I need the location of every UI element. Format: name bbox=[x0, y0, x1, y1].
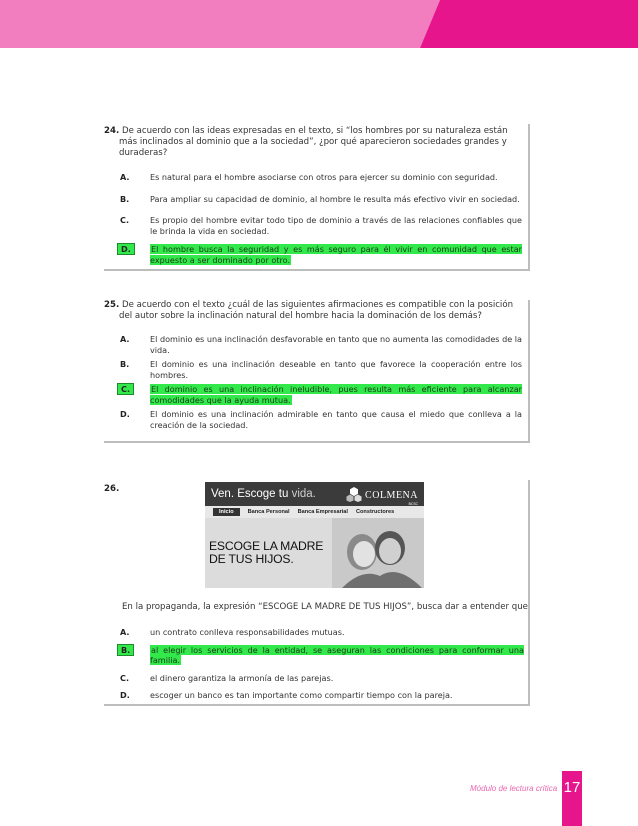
option-a[interactable]: A. un contrato conlleva responsabilidades mutuas. bbox=[120, 627, 345, 637]
ad-headline: ESCOGE LA MADRE DE TUS HIJOS. bbox=[209, 539, 324, 566]
question-stem: 25. De acuerdo con el texto ¿cuál de las siguientes afirmaciones es compatible con la posición del autor sobre la inclinación natural del hombre hacia la dominación de los demás? bbox=[104, 300, 514, 321]
ad-slogan: Ven. Escoge tu vida. bbox=[211, 488, 316, 500]
option-d[interactable]: D. escoger un banco es tan importante como compartir tiempo con la pareja. bbox=[120, 690, 453, 700]
question-24 bbox=[104, 124, 530, 271]
advertisement-image bbox=[205, 482, 424, 588]
question-number: 26. bbox=[104, 484, 120, 494]
ad-nav-bar bbox=[205, 506, 424, 518]
ad-top-bar bbox=[205, 482, 424, 506]
ad-body bbox=[205, 518, 424, 588]
ad-nav-item: Inicio bbox=[213, 508, 240, 516]
question-stem: En la propaganda, la expresión “ESCOGE LA MADRE DE TUS HIJOS”, busca dar a entender que bbox=[122, 602, 528, 612]
option-a[interactable]: A. El dominio es una inclinación desfavorable en tanto que no aumenta las comodidades de la vida. bbox=[120, 334, 522, 355]
ad-nav-item: Banca Personal bbox=[247, 509, 290, 515]
option-a[interactable]: A. Es natural para el hombre asociarse con otros para ejercer su dominio con seguridad. bbox=[120, 172, 498, 182]
couple-photo bbox=[332, 518, 424, 588]
question-25 bbox=[104, 300, 530, 443]
colmena-logo-icon bbox=[346, 486, 362, 502]
header-band bbox=[0, 0, 638, 48]
ad-brand: COLMENA BCSC bbox=[346, 483, 418, 506]
option-b[interactable]: B. El dominio es una inclinación deseable en tanto que favorece la cooperación entre los hombres. bbox=[120, 359, 522, 380]
footer-module-label: Módulo de lectura crítica bbox=[470, 784, 558, 793]
question-stem: 24. De acuerdo con las ideas expresadas en el texto, si “los hombres por su naturaleza están más inclinados al dominio que a la sociedad”, ¿por qué aparecieron sociedades grandes y duraderas? bbox=[104, 126, 508, 158]
option-c[interactable]: C. Es propio del hombre evitar todo tipo de dominio a través de las relaciones confiables que le brinda la vida en sociedad. bbox=[120, 215, 522, 236]
option-c[interactable]: C. el dinero garantiza la armonía de las parejas. bbox=[120, 672, 334, 683]
option-d-selected[interactable]: D. El hombre busca la seguridad y es más seguro para él vivir en comunidad que estar expuesto a ser dominado por otro. bbox=[104, 244, 528, 265]
question-number: 24. bbox=[104, 126, 120, 136]
question-number: 25. bbox=[104, 300, 120, 310]
option-c-selected[interactable]: C. El dominio es una inclinación ineludible, pues resulta más eficiente para alcanzar comodidades que la ayuda mutua. bbox=[104, 384, 528, 405]
ad-nav-item: Constructores bbox=[355, 509, 395, 515]
question-26-text bbox=[104, 602, 530, 708]
option-d[interactable]: D. El dominio es una inclinación admirable en tanto que causa el miedo que conlleva a la creación de la sociedad. bbox=[120, 409, 522, 430]
ad-nav-item: Banca Empresarial bbox=[297, 509, 348, 515]
page-number: 17 bbox=[562, 771, 582, 826]
option-b-selected[interactable]: B. al elegir los servicios de la entidad, se aseguran las condiciones para conformar una familia. bbox=[104, 645, 530, 666]
option-b[interactable]: B. Para ampliar su capacidad de dominio, al hombre le resulta más efectivo vivir en sociedad. bbox=[120, 193, 520, 204]
